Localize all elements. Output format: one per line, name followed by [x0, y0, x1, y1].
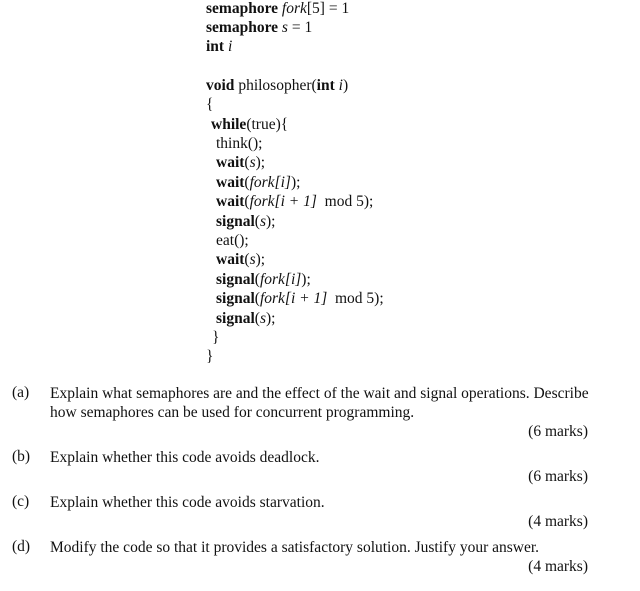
decl-fork: semaphore fork[5] = 1	[206, 0, 350, 17]
question-text: Explain whether this code avoids deadlock.	[50, 449, 320, 466]
question-label: (c)	[12, 493, 30, 510]
code-line: signal(s);	[216, 212, 276, 230]
decl-i: int i	[206, 38, 233, 55]
while-line: while(true){	[211, 116, 289, 133]
code-line: eat();	[216, 232, 249, 249]
code-line: think();	[216, 135, 263, 152]
inner-close-brace: }	[212, 329, 220, 346]
question-marks: (6 marks)	[528, 468, 588, 485]
code-line: wait(fork[i + 1] mod 5);	[216, 193, 374, 211]
code-line: signal(s);	[216, 309, 276, 327]
question-label: (d)	[12, 538, 31, 555]
question-marks: (4 marks)	[528, 558, 588, 575]
question-marks: (4 marks)	[528, 513, 588, 530]
func-signature: void philosopher(int i)	[206, 77, 349, 94]
code-line: wait(s);	[216, 251, 266, 269]
question-label: (b)	[12, 448, 31, 465]
open-brace: {	[206, 96, 214, 113]
question-text: Explain whether this code avoids starvation.	[50, 494, 325, 511]
question-marks: (6 marks)	[528, 423, 588, 440]
code-line: signal(fork[i]);	[216, 270, 311, 288]
decl-s: semaphore s = 1	[206, 19, 313, 36]
code-line: wait(s);	[216, 154, 266, 172]
question-text: Modify the code so that it provides a satisfactory solution. Justify your answer.	[50, 539, 540, 556]
outer-close-brace: }	[206, 348, 214, 365]
code-line: wait(fork[i]);	[216, 173, 301, 191]
question-text: Explain what semaphores are and the effect of the wait and signal operations. Describe how semaphores can be used for concurrent programming.	[50, 385, 589, 421]
question-label: (a)	[12, 384, 30, 401]
code-line: signal(fork[i + 1] mod 5);	[216, 290, 384, 308]
